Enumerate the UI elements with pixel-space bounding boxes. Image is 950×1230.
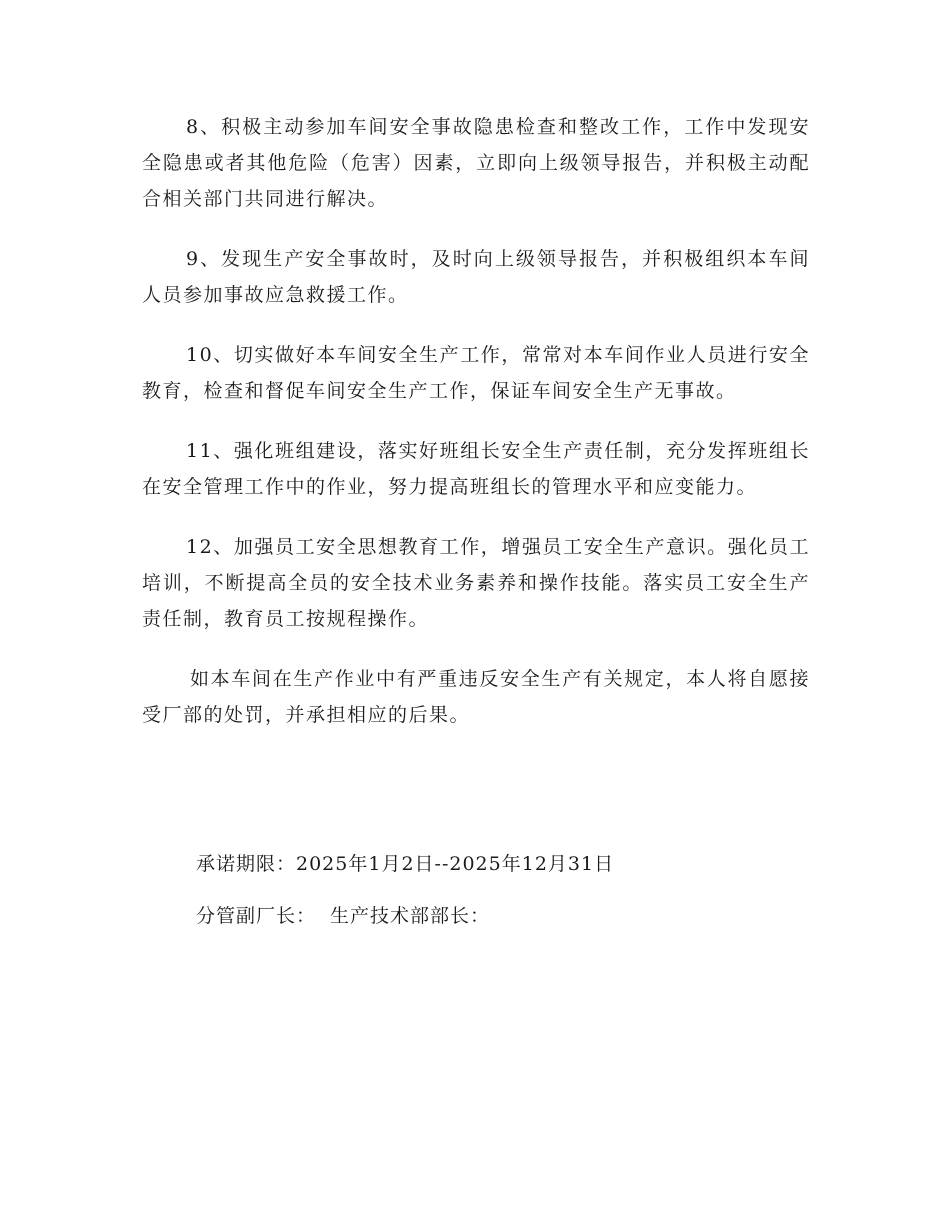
signature-dept-head-label: 生产技术部部长： (330, 905, 491, 927)
paragraph-item-8: 8、积极主动参加车间安全事故隐患检查和整改工作，工作中发现安全隐患或者其他危险（危害）因素，立即向上级领导报告，并积极主动配合相关部门共同进行解决。 (142, 116, 810, 210)
document-body (142, 109, 810, 733)
signature-deputy-director-label: 分管副厂长： (196, 905, 317, 927)
paragraph-item-9: 9、发现生产安全事故时，及时向上级领导报告，并积极组织本车间人员参加事故应急救援工作。 (142, 248, 810, 306)
closing-note: 如本车间在生产作业中有严重违反安全生产有关规定，本人将自愿接受厂部的处罚，并承担相应的后果。 (142, 668, 810, 726)
paragraph-item-11: 11、强化班组建设，落实好班组长安全生产责任制，充分发挥班组长在安全管理工作中的作业，努力提高班组长的管理水平和应变能力。 (142, 440, 810, 498)
signature-line (196, 898, 796, 934)
document-footer (196, 846, 796, 950)
paragraph-item-10: 10、切实做好本车间安全生产工作，常常对本车间作业人员进行安全教育，检查和督促车间安全生产工作，保证车间安全生产无事故。 (142, 344, 810, 402)
commitment-period: 承诺期限：2025年1月2日--2025年12月31日 (196, 853, 615, 875)
paragraph-item-12: 12、加强员工安全思想教育工作，增强员工安全生产意识。强化员工培训，不断提高全员的安全技术业务素养和操作技能。落实员工安全生产责任制，教育员工按规程操作。 (142, 536, 810, 630)
